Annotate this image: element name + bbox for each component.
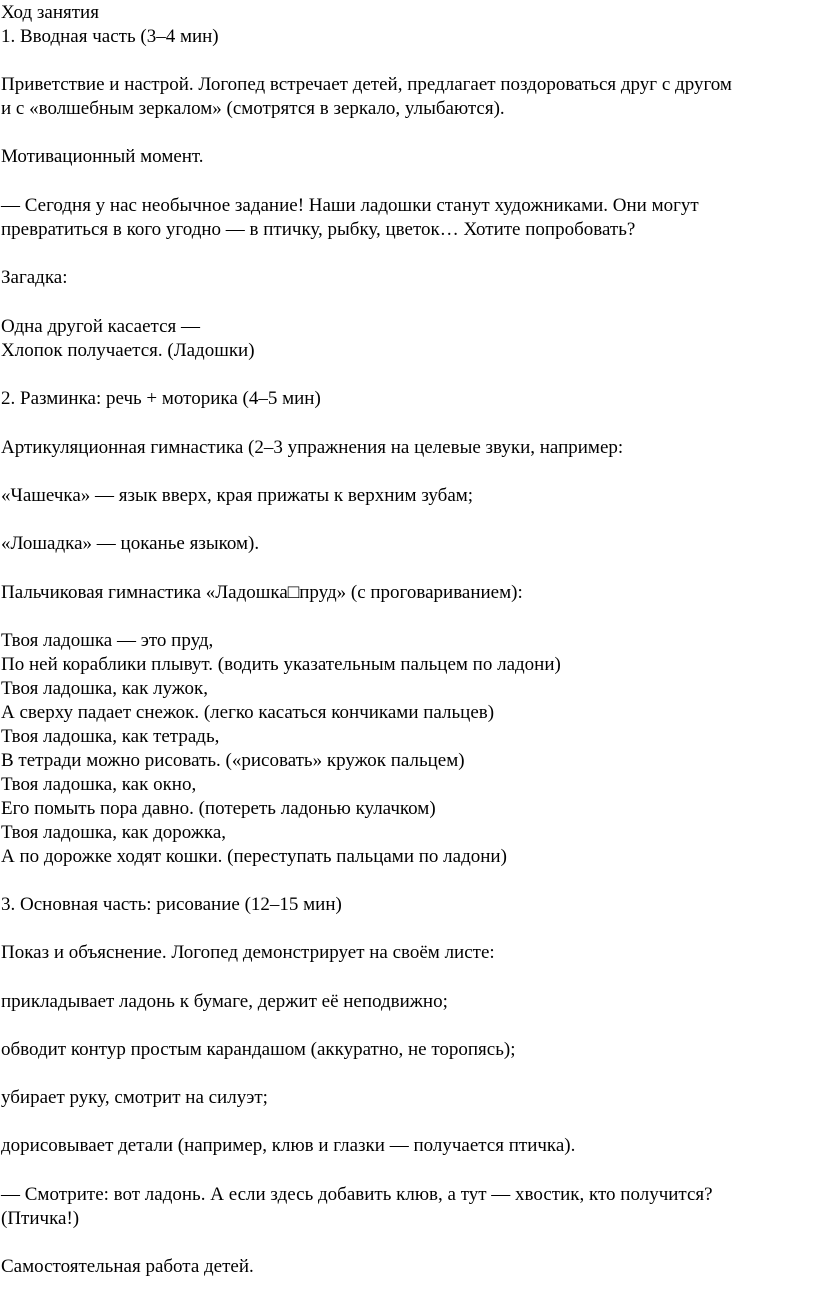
poem-line: А по дорожке ходят кошки. (переступать пальцами по ладони)	[1, 846, 507, 867]
speech-line-2: превратиться в кого угодно — в птичку, рыбку, цветок… Хотите попробовать?	[1, 219, 636, 240]
step-item: прикладывает ладонь к бумаге, держит её неподвижно;	[1, 991, 448, 1012]
poem-line: Твоя ладошка, как дорожка,	[1, 822, 227, 843]
section-3-heading: 3. Основная часть: рисование (12–15 мин)	[1, 894, 342, 915]
quote-line-1: — Смотрите: вот ладонь. А если здесь добавить клюв, а тут — хвостик, кто получится?	[1, 1184, 713, 1205]
greeting-paragraph-line-2: и с «волшебным зеркалом» (смотрятся в зеркало, улыбаются).	[1, 98, 505, 119]
section-2-heading: 2. Разминка: речь + моторика (4–5 мин)	[1, 388, 321, 409]
poem-line: Твоя ладошка — это пруд,	[1, 630, 214, 651]
exercise-item: «Лошадка» — цоканье языком).	[1, 533, 260, 554]
finger-gym-title: Пальчиковая гимнастика «Ладошка□пруд» (с проговариванием):	[1, 582, 523, 603]
step-item: дорисовывает детали (например, клюв и глазки — получается птичка).	[1, 1135, 576, 1156]
riddle-label: Загадка:	[1, 267, 68, 288]
articulation-paragraph: Артикуляционная гимнастика (2–3 упражнения на целевые звуки, например:	[1, 437, 624, 458]
poem-line: Твоя ладошка, как окно,	[1, 774, 197, 795]
poem-line: А сверху падает снежок. (легко касаться кончиками пальцев)	[1, 702, 495, 723]
riddle-line-2: Хлопок получается. (Ладошки)	[1, 340, 255, 361]
poem-line: По ней кораблики плывут. (водить указательным пальцем по ладони)	[1, 654, 561, 675]
poem-line: Твоя ладошка, как лужок,	[1, 678, 208, 699]
poem-line: В тетради можно рисовать. («рисовать» кружок пальцем)	[1, 750, 465, 771]
exercise-item: «Чашечка» — язык вверх, края прижаты к верхним зубам;	[1, 485, 474, 506]
step-item: обводит контур простым карандашом (аккуратно, не торопясь);	[1, 1039, 516, 1060]
step-item: убирает руку, смотрит на силуэт;	[1, 1087, 268, 1108]
poem-line: Твоя ладошка, как тетрадь,	[1, 726, 220, 747]
motivation-label: Мотивационный момент.	[1, 146, 204, 167]
quote-line-2: (Птичка!)	[1, 1208, 80, 1229]
independent-work-label: Самостоятельная работа детей.	[1, 1256, 254, 1277]
demo-paragraph: Показ и объяснение. Логопед демонстрирует на своём листе:	[1, 942, 495, 963]
riddle-line-1: Одна другой касается —	[1, 316, 201, 337]
section-1-heading: 1. Вводная часть (3–4 мин)	[1, 26, 219, 47]
speech-line-1: — Сегодня у нас необычное задание! Наши ладошки станут художниками. Они могут	[1, 195, 699, 216]
greeting-paragraph-line-1: Приветствие и настрой. Логопед встречает детей, предлагает поздороваться друг с другом	[1, 74, 732, 95]
poem-line: Его помыть пора давно. (потереть ладонью кулачком)	[1, 798, 436, 819]
document-title: Ход занятия	[1, 2, 99, 23]
